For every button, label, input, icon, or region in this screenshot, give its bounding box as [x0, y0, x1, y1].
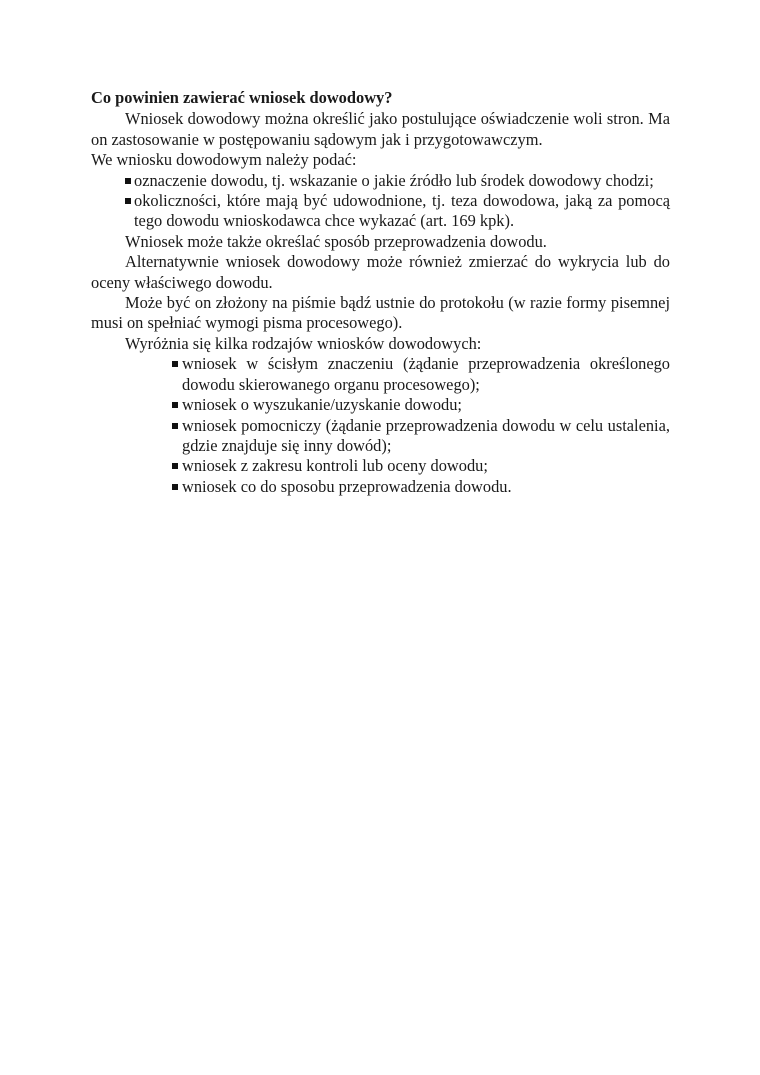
- square-bullet-icon: [172, 402, 178, 408]
- square-bullet-icon: [125, 198, 131, 204]
- paragraph-method: Wniosek może także określać sposób przeprowadzenia dowodu.: [125, 231, 547, 251]
- square-bullet-icon: [172, 484, 178, 490]
- paragraph-form: Może być on złożony na piśmie bądź ustnie do protokołu (w razie formy pisemnej musi on spełniać wymogi pisma procesowego).: [91, 293, 670, 333]
- list-item-text: wniosek o wyszukanie/uzyskanie dowodu;: [182, 395, 462, 415]
- list-item-text: wniosek pomocniczy (żądanie przeprowadzenia dowodu w celu ustalenia, gdzie znajduje się inny dowód);: [182, 415, 670, 455]
- square-bullet-icon: [172, 423, 178, 429]
- square-bullet-icon: [172, 361, 178, 367]
- list-item: [91, 395, 670, 415]
- list-item: [91, 191, 670, 232]
- list-item: [91, 171, 670, 191]
- document-page: [91, 88, 670, 497]
- list-item-text: wniosek w ścisłym znaczeniu (żądanie przeprowadzenia określonego dowodu skierowanego organu procesowego);: [182, 354, 670, 394]
- contents-list: [91, 171, 670, 232]
- list-item-text: okoliczności, które mają być udowodnione, tj. teza dowodowa, jaką za pomocą tego dowodu wnioskodawca chce wykazać (art. 169 kpk).: [134, 191, 670, 231]
- list-item: [91, 477, 670, 497]
- paragraph-types-intro: Wyróżnia się kilka rodzajów wniosków dowodowych:: [125, 333, 482, 353]
- paragraph-list-intro: We wniosku dowodowym należy podać:: [91, 150, 357, 170]
- square-bullet-icon: [125, 178, 131, 184]
- square-bullet-icon: [172, 463, 178, 469]
- list-item-text: wniosek z zakresu kontroli lub oceny dowodu;: [182, 456, 488, 476]
- types-list: [91, 354, 670, 497]
- list-item: [91, 416, 670, 457]
- paragraph-definition: Wniosek dowodowy można określić jako postulujące oświadczenie woli stron. Ma on zastosowanie w postępowaniu sądowym jak i przygotowawczym.: [91, 109, 670, 149]
- list-item-text: wniosek co do sposobu przeprowadzenia dowodu.: [182, 476, 512, 496]
- document-heading: Co powinien zawierać wniosek dowodowy?: [91, 88, 393, 107]
- list-item: [91, 456, 670, 476]
- list-item-text: oznaczenie dowodu, tj. wskazanie o jakie źródło lub środek dowodowy chodzi;: [134, 170, 654, 190]
- list-item: [91, 354, 670, 395]
- paragraph-alternative: Alternatywnie wniosek dowodowy może również zmierzać do wykrycia lub do oceny właściwego dowodu.: [91, 252, 670, 292]
